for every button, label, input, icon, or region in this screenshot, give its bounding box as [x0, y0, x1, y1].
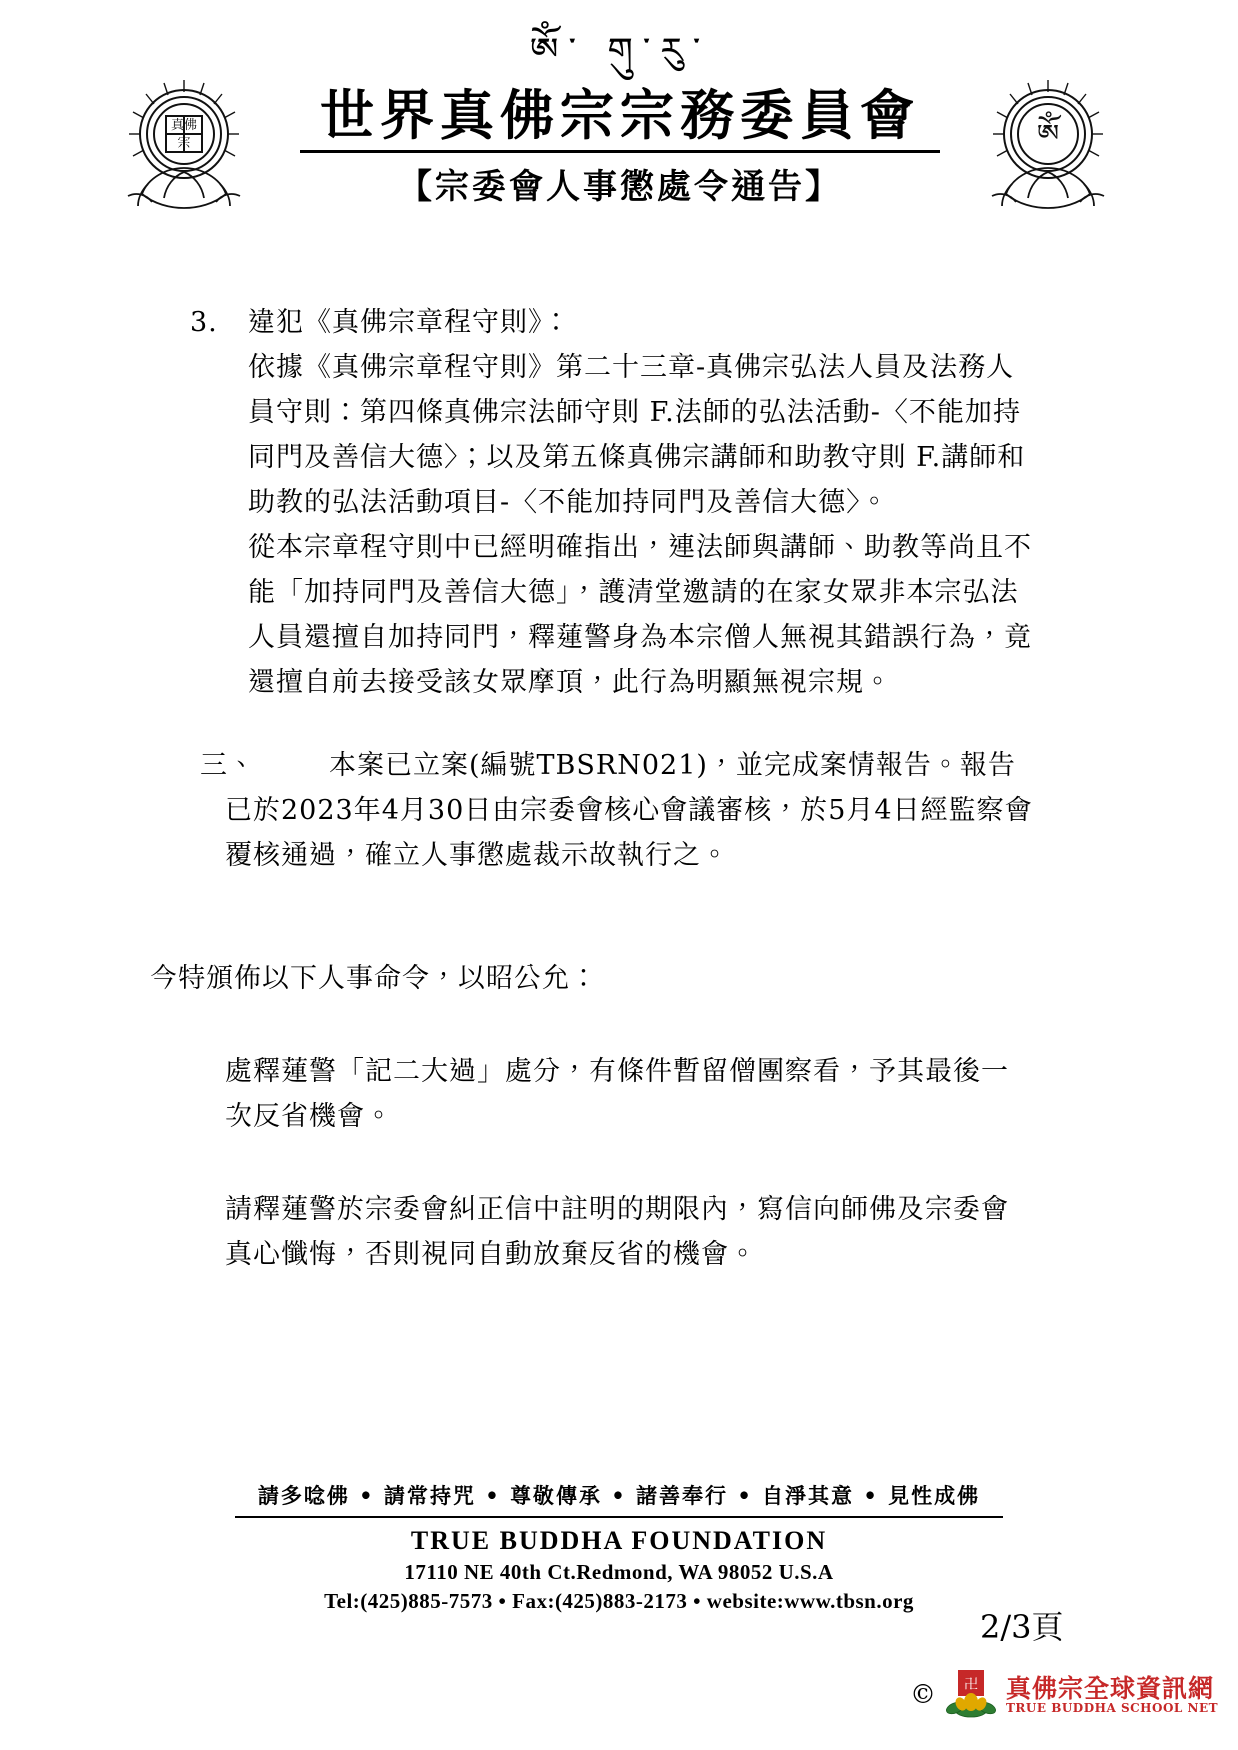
- document-header: [0, 31, 1238, 249]
- svg-text:卍: 卍: [964, 1677, 978, 1693]
- decree-intro: [150, 956, 1030, 1001]
- decree-item-1: [225, 1049, 1035, 1139]
- document-footer: [0, 1480, 1238, 1614]
- decree-item-1-text: 處釋蓮警「記二大過」處分，有條件暫留僧團察看，予其最後一次反省機會。: [225, 1056, 1009, 1132]
- seal-emblem-right: [972, 72, 1124, 224]
- clause-3-heading: 違犯《真佛宗章程守則》：: [248, 307, 571, 338]
- organization-title: 世界真佛宗宗務委員會: [320, 83, 920, 147]
- page-number: 2/3頁: [980, 1608, 1064, 1646]
- document-subtitle: 【宗委會人事懲處令通告】: [398, 167, 842, 208]
- brand-label: [1006, 1675, 1218, 1716]
- seal-emblem-left: [108, 72, 260, 224]
- footer-divider: [235, 1516, 1003, 1518]
- brand-name-en: TRUE BUDDHA SCHOOL NET: [1006, 1701, 1219, 1716]
- lotus-icon: [942, 1666, 1000, 1724]
- clause-three: [200, 743, 1035, 878]
- clause-3-paragraph-2: 從本宗章程守則中已經明確指出，連法師與講師、助教等尚且不能「加持同門及善信大德」，護清堂邀請的在家女眾非本宗弘法人員還擅自加持同門，釋蓮警身為本宗僧人無視其錯誤行為，竟還擅自前去接受該女眾摩頂，此行為明顯無視宗規。: [248, 532, 1032, 698]
- clause-three-marker: 三、: [200, 750, 256, 781]
- copyright-icon: ©: [910, 1680, 936, 1710]
- document-body: [0, 300, 1238, 1277]
- tbsn-brand-mark: [910, 1660, 1220, 1730]
- header-titles: [270, 31, 970, 208]
- foundation-name: TRUE BUDDHA FOUNDATION: [410, 1526, 828, 1555]
- foundation-contact: Tel:(425)885-7573 • Fax:(425)883-2173 • website:www.tbsn.org: [324, 1589, 914, 1613]
- decree-item-2-text: 請釋蓮警於宗委會糾正信中註明的期限內，寫信向師佛及宗委會真心懺悔，否則視同自動放棄反省的機會。: [225, 1194, 1009, 1270]
- clause-3: [190, 300, 1038, 705]
- clause-3-paragraph-1: 依據《真佛宗章程守則》第二十三章-真佛宗弘法人員及法務人員守則：第四條真佛宗法師守則 F.法師的弘法活動-〈不能加持同門及善信大德〉；以及第五條真佛宗講師和助教守則 F.講師和助教的弘法活動項目-〈不能加持同門及善信大德〉。: [248, 352, 1026, 518]
- foundation-address: 17110 NE 40th Ct.Redmond, WA 98052 U.S.A: [404, 1560, 834, 1584]
- decree-item-2: [225, 1187, 1035, 1277]
- clause-three-body: 本案已立案(編號TBSRN021)，並完成案情報告。報告已於2023年4月30日由宗委會核心會議審核，於5月4日經監察會覆核通過，確立人事懲處裁示故執行之。: [225, 750, 1033, 871]
- decree-intro-text: 今特頒佈以下人事命令，以昭公允：: [150, 963, 598, 994]
- tibetan-mantra: ཨོཾ་ གུ་རུ་: [529, 31, 711, 72]
- clause-three-text: [225, 743, 1035, 878]
- clause-3-marker: 3.: [190, 307, 218, 338]
- svg-text:ༀ: ༀ: [1036, 118, 1060, 151]
- svg-text:宗: 宗: [177, 136, 191, 151]
- brand-name-cn: 真佛宗全球資訊網: [1006, 1673, 1215, 1703]
- footer-motto: 請多唸佛 • 請常持咒 • 尊敬傳承 • 諸善奉行 • 自淨其意 • 見性成佛: [257, 1483, 981, 1508]
- title-divider: [300, 150, 940, 153]
- svg-text:真佛: 真佛: [170, 118, 198, 133]
